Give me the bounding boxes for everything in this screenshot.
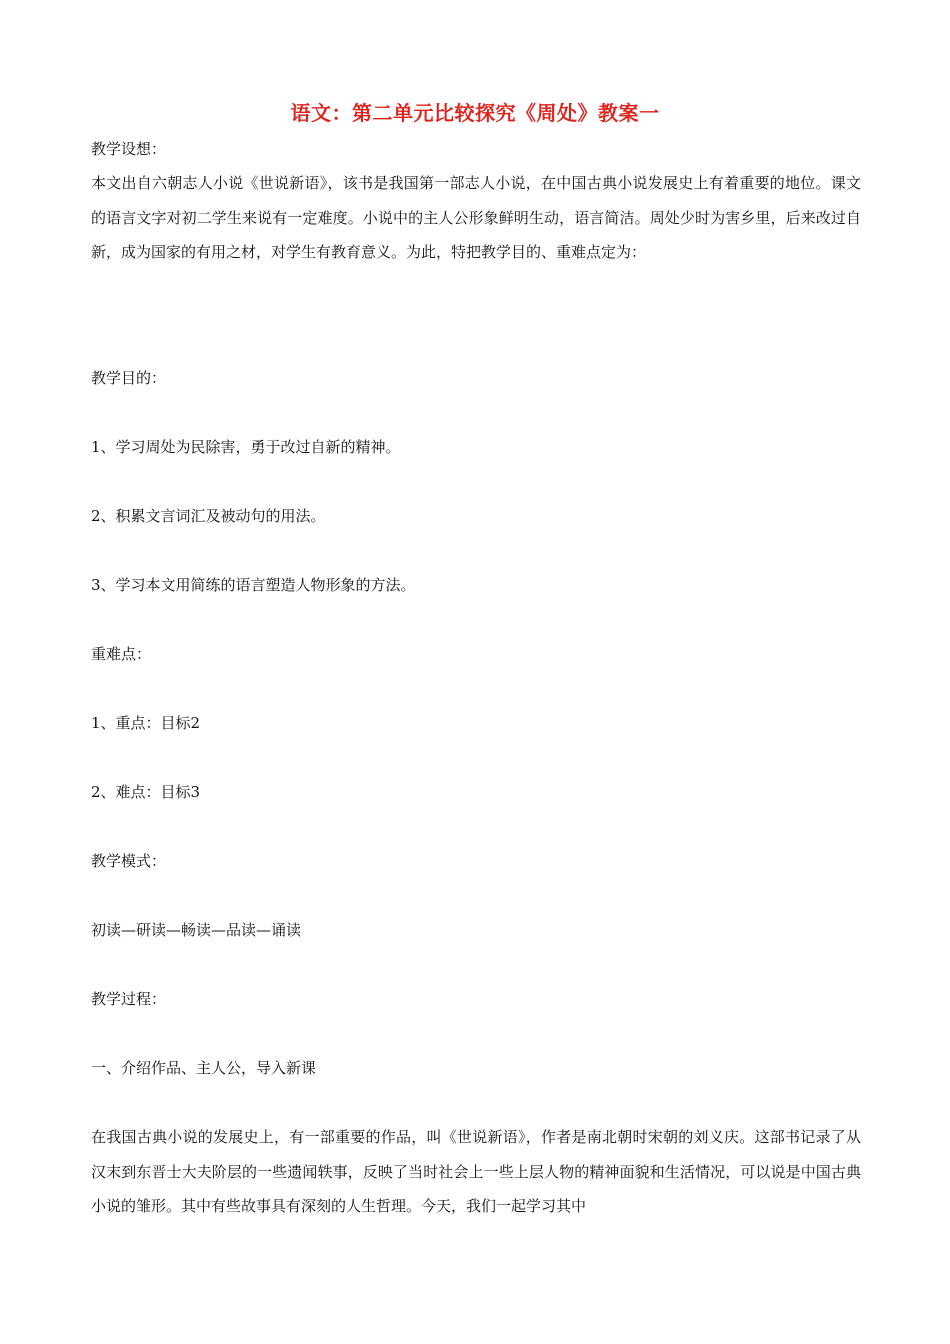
teaching-mode-heading: 教学模式：: [91, 852, 167, 870]
section-heading-1: 一、介绍作品、主人公，导入新课: [91, 1059, 317, 1077]
intro-paragraph: 在我国古典小说的发展史上，有一部重要的作品，叫《世说新语》，作者是南北朝时宋朝的刘义庆。这部书记录了从汉末到东晋士大夫阶层的一些遗闻轶事，反映了当时社会上一些上层人物的精神面貌和生活情况，可以说是中国古典小说的雏形。其中有些故事具有深刻的人生哲理。今天，我们一起学习其中: [91, 1128, 861, 1215]
goal-item-1: 1、学习周处为民除害，勇于改过自新的精神。: [91, 438, 401, 456]
teaching-mode-text: 初读—研读—畅读—品读—诵读: [91, 921, 302, 939]
key-point-2: 2、难点：目标3: [91, 783, 201, 801]
teaching-process-heading: 教学过程：: [91, 990, 167, 1008]
design-heading: 教学设想：: [91, 140, 167, 158]
key-points-heading: 重难点：: [91, 645, 152, 663]
key-point-1: 1、重点：目标2: [91, 714, 201, 732]
document-title: 语文：第二单元比较探究《周处》教案一: [290, 101, 660, 125]
goal-item-3: 3、学习本文用简练的语言塑造人物形象的方法。: [91, 576, 416, 594]
goal-item-2: 2、积累文言词汇及被动句的用法。: [91, 507, 326, 525]
design-paragraph: 本文出自六朝志人小说《世说新语》，该书是我国第一部志人小说，在中国古典小说发展史上有着重要的地位。课文的语言文字对初二学生来说有一定难度。小说中的主人公形象鲜明生动，语言简洁。周处少时为害乡里，后来改过自新，成为国家的有用之材，对学生有教育意义。为此，特把教学目的、重难点定为：: [91, 174, 861, 261]
goals-heading: 教学目的：: [91, 369, 167, 387]
